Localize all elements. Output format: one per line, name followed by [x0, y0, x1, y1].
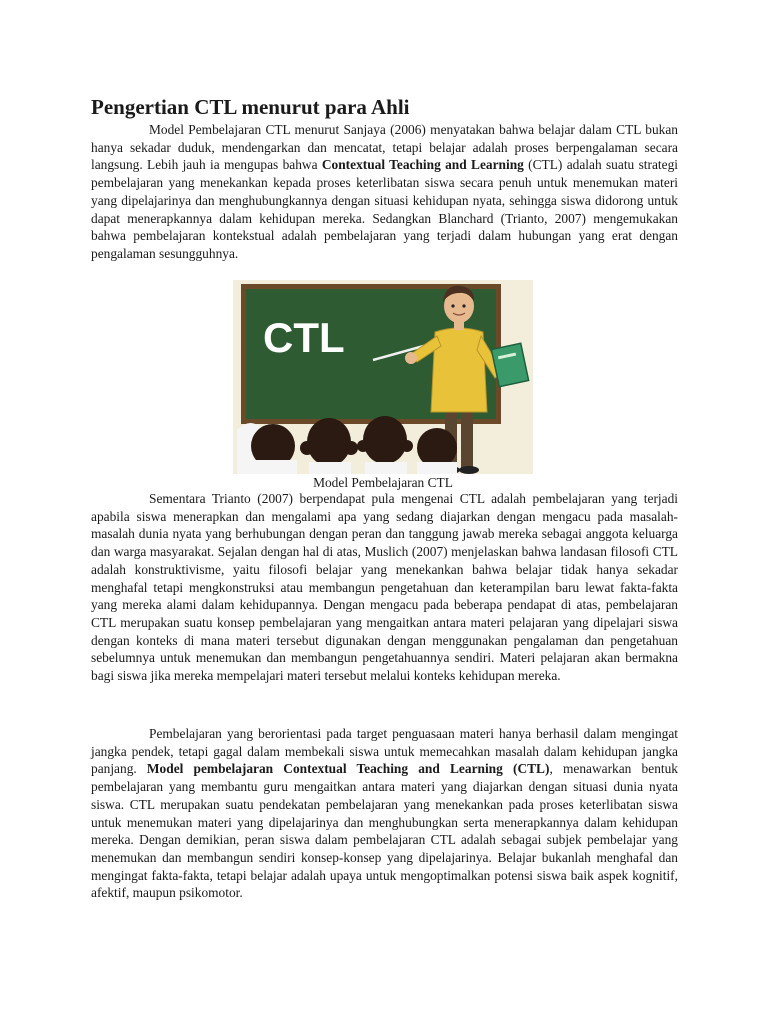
- student-pigtail-2b: [344, 441, 358, 455]
- paragraph-1: [91, 121, 678, 263]
- student-shirt-3: [365, 462, 407, 474]
- figure-caption: Model Pembelajaran CTL: [313, 475, 453, 490]
- paragraph-2: Sementara Trianto (2007) berpendapat pula mengenai CTL adalah pembelajaran yang terjadi apabila siswa menerapkan dan mengalami apa yang sedang diajarkan dengan mengacu pada masalah-masalah dunia nyata yang berhubungan dengan peran dan tanggung jawab mereka sebagai anggota keluarga dan warga masyarakat. Sejalan dengan hal di atas, Muslich (2007) menjelaskan bahwa landasan filosofi CTL adalah konstruktivisme, yaitu filosofi belajar yang menekankan bahwa belajar tidak hanya sekadar menghafal tetapi mengkonstruksi atau membangun pengetahuan dan keterampilan baru lewat fakta-fakta yang mereka alami dalam kehidupannya. Dengan mengacu pada beberapa pendapat di atas, pembelajaran CTL merupakan suatu konsep pembelajaran yang mengaitkan antara materi pelajaran yang dipelajari siswa dengan konteks di mana materi tersebut digunakan dengan menggunakan pengalaman dan pengetahuan sebelumnya untuk menemukan dan membangun pengetahuannya sendiri. Materi pelajaran akan bermakna bagi siswa jika mereka mempelajari materi tersebut melalui konteks kehidupan mereka.: [91, 491, 678, 684]
- student-pigtail-2a: [300, 441, 314, 455]
- teacher-shoe-right: [459, 466, 479, 474]
- student-shirt-2: [309, 462, 351, 474]
- page-title: Pengertian CTL menurut para Ahli: [91, 95, 410, 119]
- chalkboard-text: CTL: [263, 314, 345, 361]
- teacher-shirt: [431, 328, 487, 412]
- teacher-hand-left: [405, 352, 417, 364]
- classroom-illustration: [233, 280, 533, 474]
- student-head-3: [363, 416, 407, 464]
- paragraph-3-bold-term: Model pembelajaran Contextual Teaching and Learning (CTL): [146, 761, 550, 777]
- paragraph-3-text-a: Pembelajaran yang berorientasi pada target penguasaan materi hanya berhasil dalam mengingat jangka pendek, tetapi gagal dalam membekali siswa untuk memecahkan masalah dalam kehidupan jangka panjang.: [91, 726, 678, 777]
- teacher-leg-right: [461, 408, 473, 470]
- paragraph-1-text-a: Model Pembelajaran CTL menurut Sanjaya (2006) menyatakan bahwa belajar dalam CTL bukan hanya sekadar duduk, mendengarkan dan mencatat, tetapi belajar adalah proses berpengalaman secara langsung. Lebih jauh ia mengupas bahwa: [91, 122, 678, 173]
- paragraph-3-text-b: , menawarkan bentuk pembelajaran yang membantu guru mengaitkan antara materi yang diajarkan dengan situasi dunia nyata siswa. CTL merupakan suatu pendekatan pembelajaran yang menekankan pada proses keterlibatan siswa untuk menemukan materi yang dipelajarinya dan menghubungkan serta menerapkannya dalam kehidupan mereka. Dengan demikian, peran siswa dalam pembelajaran CTL adalah sebagai subjek pembelajar yang menemukan dan membangun sendiri konsep-konsep yang dipelajarinya. Belajar bukanlah menghafal dan mengingat fakta-fakta, tetapi belajar adalah upaya untuk mengoptimalkan potensi siswa baik aspek kognitif, afektif, maupun psikomotor.: [91, 761, 678, 901]
- student-shirt-1: [251, 460, 297, 474]
- student-shirt-4: [417, 462, 457, 474]
- paragraph-3: [91, 725, 678, 902]
- student-pigtail-3a: [357, 440, 369, 452]
- paragraph-1-text-b: (CTL) adalah suatu strategi pembelajaran yang menekankan kepada proses keterlibatan siswa secara penuh untuk menemukan materi yang dipelajarinya dan menghubungkannya dengan situasi kehidupan nyata, sehingga siswa didorong untuk dapat menerapkannya dalam kehidupan mereka. Sedangkan Blanchard (Trianto, 2007) mengemukakan bahwa pembelajaran kontekstual adalah pembelajaran yang terjadi dalam hubungan yang erat dengan pengalaman sesungguhnya.: [91, 157, 678, 261]
- paragraph-1-bold-term: Contextual Teaching and Learning: [321, 157, 524, 173]
- teacher-eye-left: [451, 304, 454, 307]
- ctl-illustration: [233, 280, 533, 474]
- teacher-eye-right: [462, 304, 465, 307]
- student-pigtail-3b: [401, 440, 413, 452]
- student-head-2: [307, 418, 351, 466]
